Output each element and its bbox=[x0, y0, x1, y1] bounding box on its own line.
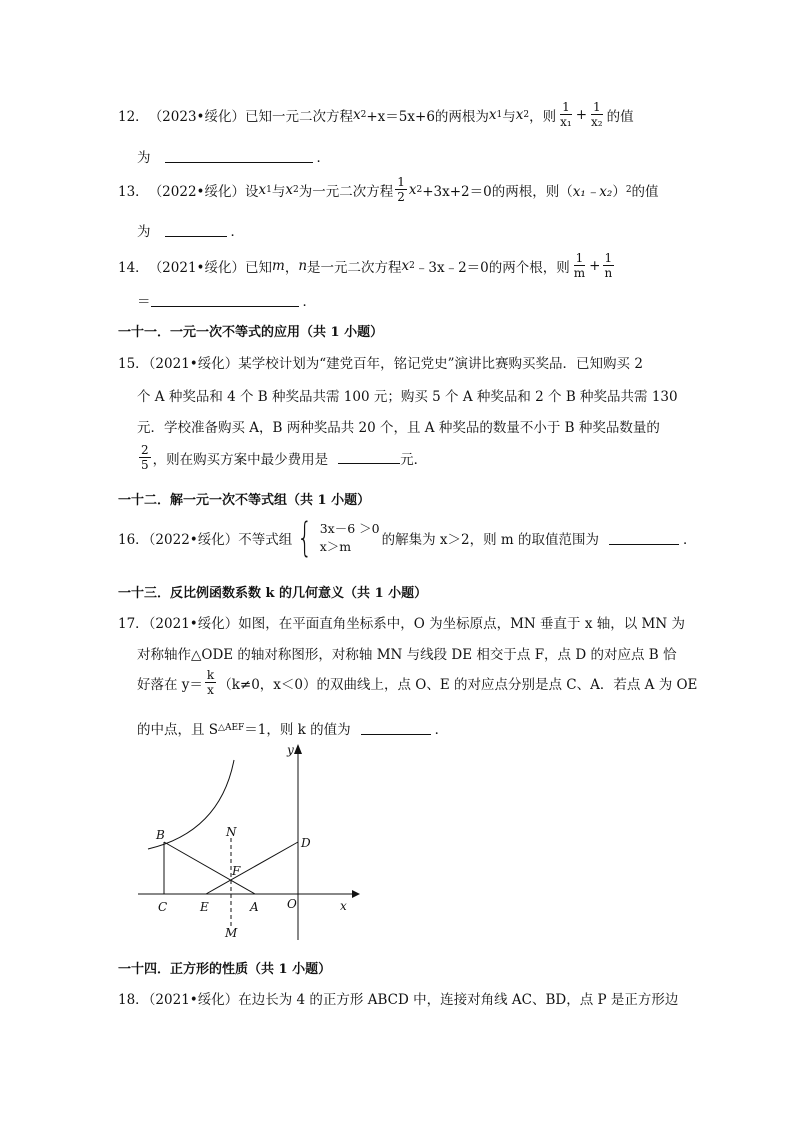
q12-source: （2023•绥化） bbox=[148, 108, 246, 125]
q13-text: 设 bbox=[245, 183, 259, 200]
q17-end: ． bbox=[434, 722, 449, 738]
q12-text-3: 与 bbox=[502, 108, 516, 125]
q12-answer-blank bbox=[165, 150, 313, 163]
q14-answer-blank bbox=[151, 294, 299, 307]
q17-line-2: 对称轴作△ODE 的轴对称图形，对称轴 MN 与线段 DE 相交于点 F，点 D 的对应点 B 恰 bbox=[137, 647, 677, 663]
y-axis-arrow-icon bbox=[294, 744, 302, 754]
q14-number: 14． bbox=[118, 259, 149, 276]
q14-line-1 bbox=[118, 252, 616, 279]
label-y: y bbox=[287, 743, 294, 757]
q17-text-4a: 的中点，且 S bbox=[137, 722, 219, 738]
q14-line-2 bbox=[137, 290, 316, 310]
q15-line-2: 个 A 种奖品和 4 个 B 种奖品共需 100 元；购买 5 个 A 种奖品和 2 个 B 种奖品共需 130 bbox=[137, 389, 678, 405]
q13-sub1: 1 bbox=[266, 184, 272, 195]
q12-text-5: 的值 bbox=[606, 108, 634, 125]
q13-text-7: 为 bbox=[137, 224, 151, 240]
q12-end: ． bbox=[316, 150, 330, 166]
q14-eq-sup: 2 bbox=[409, 260, 415, 271]
label-b: B bbox=[156, 828, 165, 842]
label-m: M bbox=[225, 926, 238, 940]
q13-x1: x bbox=[258, 181, 267, 198]
label-a: A bbox=[250, 900, 259, 914]
q15-unit: 元． bbox=[400, 451, 428, 468]
q17-text-3a: 好落在 y＝ bbox=[137, 676, 203, 693]
q14-text-2: 是一元二次方程 bbox=[307, 259, 402, 276]
q12-sub1: 1 bbox=[496, 109, 503, 120]
q12-text-2: 的两根为 bbox=[434, 108, 489, 125]
q13-fraction: $\frac{1}{2}$ bbox=[397, 175, 405, 204]
q13-text-3: 为一元二次方程 bbox=[298, 183, 394, 200]
q16-row-1: 3x－6 ＞0 bbox=[319, 521, 380, 536]
q17-answer-blank bbox=[361, 722, 431, 735]
q17-figure bbox=[130, 740, 370, 945]
q15-fraction: $\frac{2}{5}$ bbox=[141, 443, 149, 472]
q14-eq-rest: ﹣3x﹣2＝0 bbox=[414, 259, 489, 276]
q16-row-2: x＞m bbox=[319, 539, 352, 554]
q13-number: 13． bbox=[118, 183, 149, 200]
q12-fraction-1: $\frac{1}{\text{x₁}}$ bbox=[560, 100, 572, 129]
q13-end: ． bbox=[230, 224, 244, 240]
segment-ed bbox=[206, 842, 298, 894]
q14-comma: ， bbox=[284, 259, 299, 276]
q12-sub2: 2 bbox=[523, 109, 530, 120]
q17-line-1: 17．（2021•绥化）如图，在平面直角坐标系中，O 为坐标原点，MN 垂直于 x 轴，以 MN 为 bbox=[118, 616, 685, 632]
q14-m: m bbox=[272, 257, 285, 274]
section-14-heading: 一十四．正方形的性质（共 1 小题） bbox=[118, 962, 332, 977]
q16-system bbox=[320, 520, 380, 556]
q16-text-2: 的解集为 x＞2，则 m 的取值范围为 bbox=[381, 532, 599, 548]
q13-answer-blank bbox=[165, 224, 227, 237]
q12-x2: x bbox=[515, 106, 524, 123]
q15-text-4: ，则在购买方案中最少费用是 bbox=[152, 451, 329, 468]
q15-answer-blank bbox=[338, 451, 400, 464]
section-13-heading: 一十三．反比例函数系数 k 的几何意义（共 1 小题） bbox=[118, 586, 428, 601]
label-o: O bbox=[287, 897, 297, 911]
q14-fraction-1: $\frac{1}{m}$ bbox=[573, 251, 586, 280]
q14-end: ． bbox=[302, 294, 316, 310]
q13-text-2: 与 bbox=[271, 183, 286, 200]
label-x: x bbox=[340, 899, 347, 913]
brace-icon: { bbox=[297, 515, 313, 561]
q14-eqsign: ＝ bbox=[137, 294, 151, 310]
q12-eq-x: x bbox=[353, 106, 361, 123]
section-11-heading: 一十一．一元一次不等式的应用（共 1 小题） bbox=[118, 325, 384, 340]
q13-text-4: 的两根，则（ bbox=[491, 183, 573, 200]
label-n: N bbox=[226, 825, 237, 839]
segment-ba bbox=[164, 842, 255, 894]
q17-sub: △AEF bbox=[218, 723, 245, 733]
q13-sup2: 2 bbox=[625, 184, 632, 195]
q12-eq-sup: 2 bbox=[360, 109, 367, 120]
q13-text-5: ） bbox=[612, 183, 626, 200]
q12-number: 12． bbox=[118, 108, 149, 125]
q12-line-2 bbox=[137, 146, 330, 166]
q14-text: 已知 bbox=[245, 259, 273, 276]
label-d: D bbox=[301, 836, 311, 850]
q12-text-6: 为 bbox=[137, 150, 151, 166]
q13-x2: x bbox=[285, 181, 293, 198]
q12-line-1 bbox=[118, 101, 634, 128]
section-12-heading: 一十二．解一元一次不等式组（共 1 小题） bbox=[118, 493, 371, 508]
q14-fraction-2: $\frac{1}{n}$ bbox=[604, 251, 613, 280]
q16-end: ． bbox=[682, 532, 697, 548]
label-f: F bbox=[232, 864, 241, 878]
q15-line-4 bbox=[137, 444, 427, 471]
q13-eq-x: x bbox=[408, 181, 417, 198]
q14-eq-x: x bbox=[401, 257, 410, 274]
q17-text-4b: ＝1，则 k 的值为 bbox=[244, 722, 351, 738]
q17-text-3b: （k≠0，x＜0）的双曲线上，点 O、E 的对应点分别是点 C、A．若点 A 为 OE bbox=[218, 676, 698, 693]
q16-answer-blank bbox=[609, 532, 679, 545]
q16-text: 16．（2022•绥化）不等式组 bbox=[118, 532, 293, 548]
q13-sub2: 2 bbox=[293, 184, 299, 195]
x-axis-arrow-icon bbox=[352, 890, 360, 898]
q15-line-1: 15．（2021•绥化）某学校计划为“建党百年，铭记党史”演讲比赛购买奖品．已知购买 2 bbox=[118, 356, 643, 372]
q13-expr: x₁﹣x₂ bbox=[572, 183, 613, 200]
q17-fraction: $\frac{k}{x}$ bbox=[206, 668, 215, 697]
q17-line-4 bbox=[137, 718, 448, 738]
q12-x1: x bbox=[488, 106, 497, 123]
q18-line-1: 18．（2021•绥化）在边长为 4 的正方形 ABCD 中，连接对角线 AC、BD，点 P 是正方形边 bbox=[118, 992, 679, 1008]
q14-n: n bbox=[298, 257, 308, 274]
q17-line-3 bbox=[137, 669, 697, 696]
q13-text-6: 的值 bbox=[631, 183, 659, 200]
q14-plus: + bbox=[589, 257, 601, 274]
q12-fraction-2: $\frac{1}{\text{x₂}}$ bbox=[591, 100, 603, 129]
q12-plus: + bbox=[575, 106, 588, 123]
q12-text: 已知一元二次方程 bbox=[245, 108, 354, 125]
q16-line bbox=[118, 515, 697, 561]
label-c: C bbox=[158, 900, 168, 914]
q15-line-3: 元．学校准备购买 A，B 两种奖品共 20 个，且 A 种奖品的数量不小于 B 种奖品数量的 bbox=[137, 420, 660, 436]
q13-eq-rest: +3x+2＝0 bbox=[422, 183, 492, 200]
q13-line-2 bbox=[137, 220, 244, 240]
q14-source: （2021•绥化） bbox=[148, 259, 246, 276]
q12-eq-rest: +x＝5x+6 bbox=[366, 108, 435, 125]
label-e: E bbox=[200, 900, 209, 914]
q14-text-3: 的两个根，则 bbox=[488, 259, 570, 276]
q13-source: （2022•绥化） bbox=[148, 183, 246, 200]
q13-eq-sup: 2 bbox=[416, 184, 423, 195]
q12-text-4: ，则 bbox=[529, 108, 557, 125]
q13-line-1 bbox=[118, 176, 659, 203]
